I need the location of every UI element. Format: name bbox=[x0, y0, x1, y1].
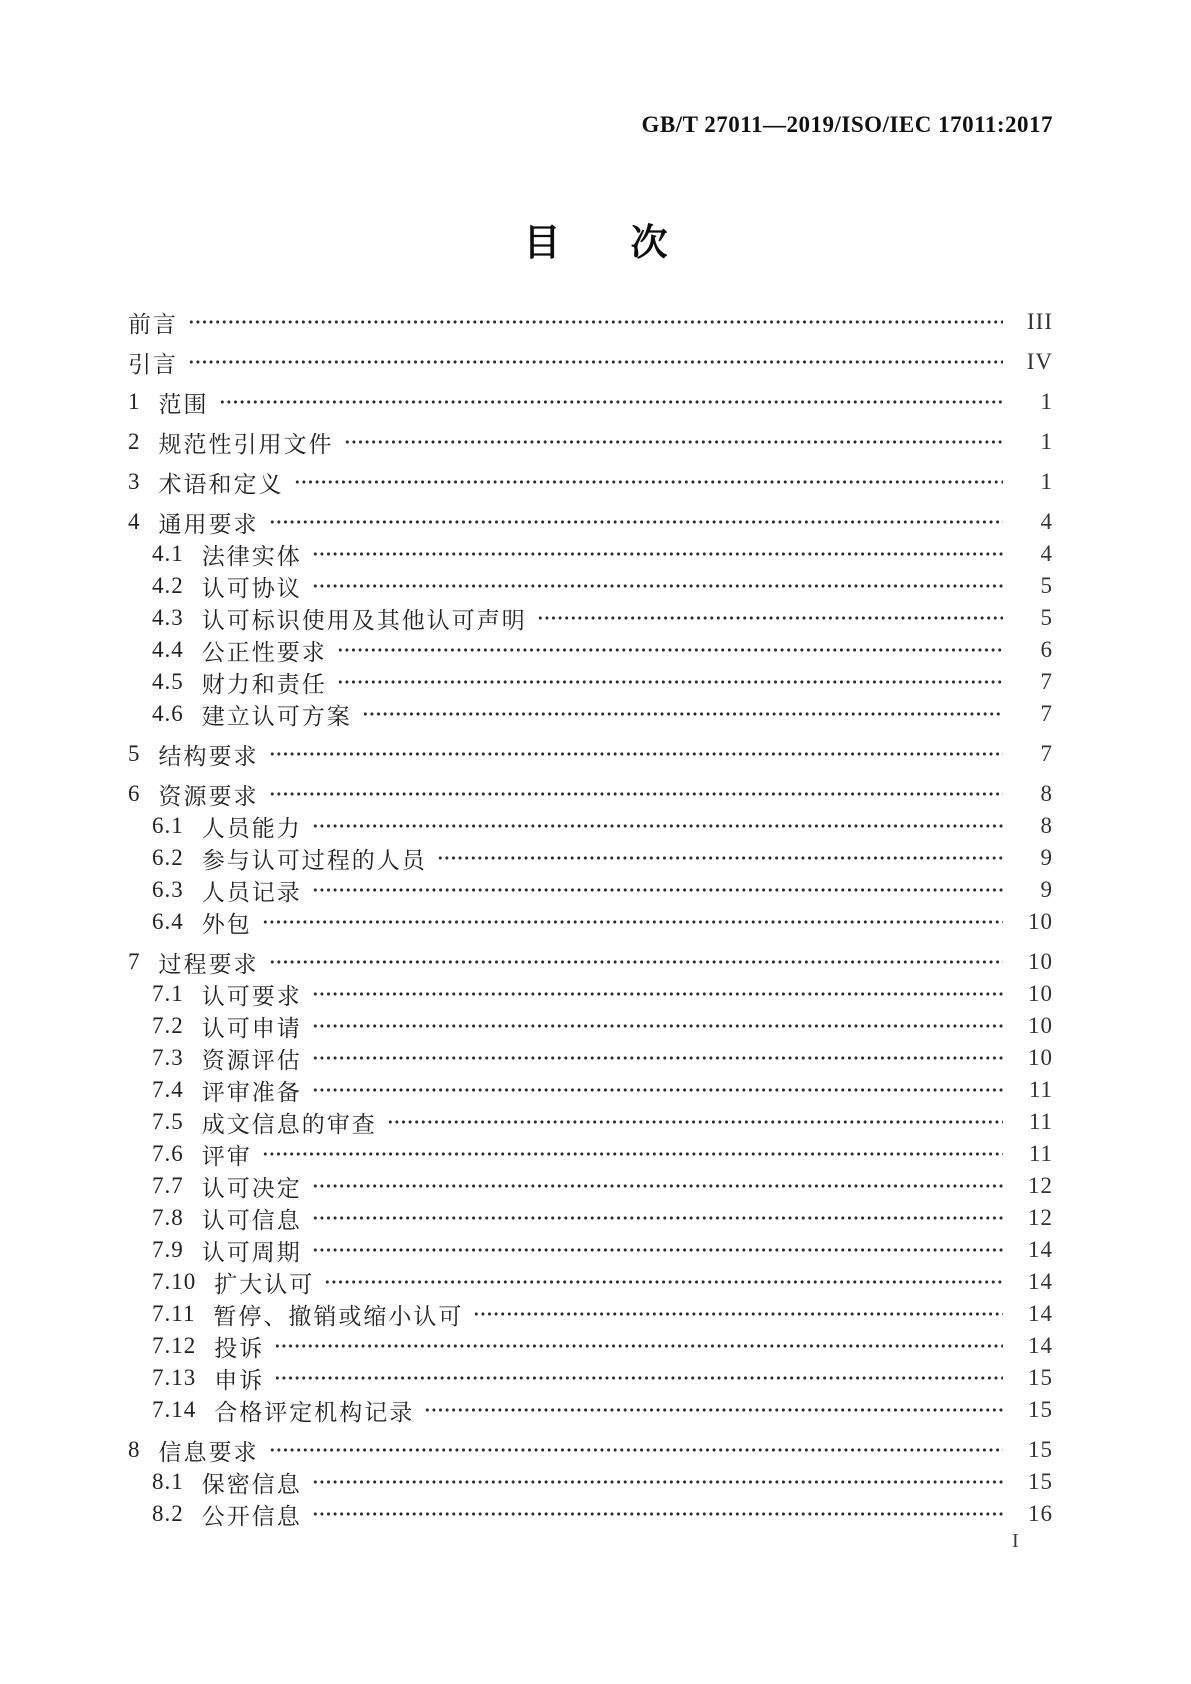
toc-entry bbox=[128, 946, 1053, 978]
toc-entry bbox=[128, 634, 1053, 666]
toc-page-number: 10 bbox=[1028, 949, 1053, 974]
standard-number: GB/T 27011—2019/ISO/IEC 17011:2017 bbox=[641, 112, 1053, 137]
toc-entry-number: 6.4 bbox=[152, 909, 184, 934]
toc-entry bbox=[128, 778, 1053, 810]
toc-dot-leader bbox=[269, 506, 1004, 538]
toc-entry-number: 6 bbox=[128, 781, 141, 806]
toc-page-number: 8 bbox=[1040, 813, 1053, 838]
toc-entry-number: 7.13 bbox=[152, 1365, 197, 1390]
toc-page-number: 4 bbox=[1040, 541, 1053, 566]
page-title bbox=[0, 221, 1191, 264]
toc-page-number: IV bbox=[1026, 349, 1053, 374]
toc-dot-leader bbox=[312, 1074, 1003, 1106]
toc-page-number: 10 bbox=[1028, 1013, 1053, 1038]
toc-dot-leader bbox=[312, 1498, 1003, 1530]
toc-page-number: 11 bbox=[1028, 1109, 1053, 1134]
toc-dot-leader bbox=[188, 306, 1003, 338]
toc-dot-leader bbox=[274, 1362, 1003, 1394]
toc-entry-title: 前言 bbox=[128, 311, 178, 337]
toc-entry-title: 认可协议 bbox=[201, 575, 302, 601]
toc-dot-leader bbox=[473, 1298, 1003, 1330]
toc-entry-title: 人员能力 bbox=[201, 815, 302, 841]
toc-entry-title: 参与认可过程的人员 bbox=[201, 847, 427, 873]
toc-entry bbox=[128, 1234, 1053, 1266]
toc-entry bbox=[128, 426, 1053, 458]
toc-dot-leader bbox=[262, 906, 1003, 938]
toc-page-number: 12 bbox=[1028, 1173, 1053, 1198]
toc-entry-title: 暂停、撤销或缩小认可 bbox=[213, 1303, 464, 1329]
toc-entry-number: 7.14 bbox=[152, 1397, 197, 1422]
toc-entry-number: 7.1 bbox=[152, 981, 184, 1006]
page-title-char-1: 目 bbox=[523, 221, 561, 264]
toc-entry bbox=[128, 506, 1053, 538]
toc-entry-title: 认可申请 bbox=[201, 1015, 302, 1041]
toc-page-number: 11 bbox=[1028, 1077, 1053, 1102]
toc-entry-number: 7.6 bbox=[152, 1141, 184, 1166]
toc-page-number: 15 bbox=[1028, 1469, 1053, 1494]
toc-page-number: 15 bbox=[1028, 1397, 1053, 1422]
toc-page-number: 16 bbox=[1028, 1501, 1053, 1526]
toc-entry-title: 范围 bbox=[158, 391, 209, 417]
toc-dot-leader bbox=[312, 1234, 1003, 1266]
toc-entry-number: 7.3 bbox=[152, 1045, 184, 1070]
toc-page-number: 14 bbox=[1028, 1269, 1053, 1294]
toc-page-number: 9 bbox=[1040, 845, 1053, 870]
toc-entry-number: 4 bbox=[128, 509, 141, 534]
toc-dot-leader bbox=[269, 778, 1004, 810]
toc-entry-number: 4.5 bbox=[152, 669, 184, 694]
toc-entry bbox=[128, 306, 1053, 338]
toc-dot-leader bbox=[324, 1266, 1003, 1298]
toc-page-number: 11 bbox=[1028, 1141, 1053, 1166]
toc-entry-number: 6.1 bbox=[152, 813, 184, 838]
toc-page-number: 5 bbox=[1040, 573, 1053, 598]
toc-entry bbox=[128, 1466, 1053, 1498]
toc-entry bbox=[128, 538, 1053, 570]
toc-entry bbox=[128, 1170, 1053, 1202]
toc-entry bbox=[128, 570, 1053, 602]
toc-entry-title: 成文信息的审查 bbox=[201, 1111, 377, 1137]
toc-entry-number: 7.7 bbox=[152, 1173, 184, 1198]
toc-page-number: 14 bbox=[1028, 1333, 1053, 1358]
toc-entry-title: 认可要求 bbox=[201, 983, 302, 1009]
toc-dot-leader bbox=[312, 978, 1003, 1010]
toc-entry-number: 7.2 bbox=[152, 1013, 184, 1038]
toc-entry-number: 8.1 bbox=[152, 1469, 184, 1494]
toc-page-number: 7 bbox=[1040, 669, 1053, 694]
toc-entry-title: 法律实体 bbox=[201, 543, 302, 569]
toc-entry bbox=[128, 1362, 1053, 1394]
toc-dot-leader bbox=[312, 1170, 1003, 1202]
toc-entry bbox=[128, 1330, 1053, 1362]
toc-entry bbox=[128, 1394, 1053, 1426]
toc-list bbox=[128, 306, 1053, 1530]
toc-dot-leader bbox=[312, 1042, 1003, 1074]
toc-dot-leader bbox=[312, 570, 1003, 602]
toc-entry-number: 8 bbox=[128, 1437, 141, 1462]
toc-entry bbox=[128, 466, 1053, 498]
toc-entry-number: 3 bbox=[128, 469, 141, 494]
toc-dot-leader bbox=[294, 466, 1004, 498]
toc-page-number: 1 bbox=[1040, 429, 1053, 454]
toc-entry-number: 6.3 bbox=[152, 877, 184, 902]
toc-entry bbox=[128, 1106, 1053, 1138]
toc-entry-title: 认可信息 bbox=[201, 1207, 302, 1233]
toc-entry-title: 信息要求 bbox=[158, 1439, 259, 1465]
toc-page-number: 1 bbox=[1040, 469, 1053, 494]
toc-dot-leader bbox=[337, 634, 1003, 666]
toc-entry-number: 7.9 bbox=[152, 1237, 184, 1262]
toc-entry bbox=[128, 906, 1053, 938]
toc-entry-title: 投诉 bbox=[214, 1335, 265, 1361]
toc-entry bbox=[128, 1434, 1053, 1466]
page-title-char-2: 次 bbox=[630, 221, 668, 264]
toc-page-number: 5 bbox=[1040, 605, 1053, 630]
toc-entry-title: 公正性要求 bbox=[201, 639, 327, 665]
toc-page-number: 4 bbox=[1040, 509, 1053, 534]
toc-entry-number: 7.11 bbox=[152, 1301, 196, 1326]
toc-entry-title: 资源评估 bbox=[201, 1047, 302, 1073]
toc-page-number: 15 bbox=[1028, 1437, 1053, 1462]
toc-entry bbox=[128, 666, 1053, 698]
toc-page-number: 7 bbox=[1040, 741, 1053, 766]
toc-entry bbox=[128, 1298, 1053, 1330]
toc-dot-leader bbox=[362, 698, 1003, 730]
toc-entry bbox=[128, 1074, 1053, 1106]
toc-page-number: 7 bbox=[1040, 701, 1053, 726]
toc-entry-number: 4.6 bbox=[152, 701, 184, 726]
toc-dot-leader bbox=[312, 1466, 1003, 1498]
toc-entry-number: 1 bbox=[128, 389, 141, 414]
toc-page-number: 10 bbox=[1028, 909, 1053, 934]
toc-page-number: 14 bbox=[1028, 1301, 1053, 1326]
toc-entry-number: 7.12 bbox=[152, 1333, 197, 1358]
toc-dot-leader bbox=[269, 738, 1004, 770]
toc-entry-number: 7.8 bbox=[152, 1205, 184, 1230]
toc-page-number: 10 bbox=[1028, 981, 1053, 1006]
toc-dot-leader bbox=[312, 1202, 1003, 1234]
toc-dot-leader bbox=[269, 1434, 1004, 1466]
toc-entry-title: 公开信息 bbox=[201, 1503, 302, 1529]
toc-entry bbox=[128, 1266, 1053, 1298]
toc-entry-title: 人员记录 bbox=[201, 879, 302, 905]
toc-entry-title: 评审准备 bbox=[201, 1079, 302, 1105]
toc-page-number: 14 bbox=[1028, 1237, 1053, 1262]
toc-entry bbox=[128, 1202, 1053, 1234]
toc-entry-number: 7.5 bbox=[152, 1109, 184, 1134]
toc-dot-leader bbox=[219, 386, 1004, 418]
toc-dot-leader bbox=[424, 1394, 1003, 1426]
toc-dot-leader bbox=[262, 1138, 1003, 1170]
toc-entry-number: 5 bbox=[128, 741, 141, 766]
toc-entry-title: 过程要求 bbox=[158, 951, 259, 977]
toc-entry-title: 通用要求 bbox=[158, 511, 259, 537]
toc-page-number: 15 bbox=[1028, 1365, 1053, 1390]
toc-entry bbox=[128, 1010, 1053, 1042]
toc-entry bbox=[128, 1498, 1053, 1530]
toc-page-number: 9 bbox=[1040, 877, 1053, 902]
toc-page-number: 10 bbox=[1028, 1045, 1053, 1070]
toc-entry-title: 认可周期 bbox=[201, 1239, 302, 1265]
toc-entry-number: 2 bbox=[128, 429, 141, 454]
toc-entry-title: 认可决定 bbox=[201, 1175, 302, 1201]
toc-page-number: 8 bbox=[1040, 781, 1053, 806]
toc-dot-leader bbox=[387, 1106, 1003, 1138]
toc-entry-number: 4.3 bbox=[152, 605, 184, 630]
footer-page-number: I bbox=[1012, 1530, 1019, 1552]
toc-entry-title: 申诉 bbox=[214, 1367, 265, 1393]
toc-entry-title: 合格评定机构记录 bbox=[214, 1399, 415, 1425]
toc-entry-number: 4.2 bbox=[152, 573, 184, 598]
toc-entry-title: 资源要求 bbox=[158, 783, 259, 809]
toc-entry-number: 4.4 bbox=[152, 637, 184, 662]
toc-entry-title: 财力和责任 bbox=[201, 671, 327, 697]
toc-page-number: 1 bbox=[1040, 389, 1053, 414]
toc-entry-title: 引言 bbox=[128, 351, 178, 377]
toc-entry-title: 规范性引用文件 bbox=[158, 431, 334, 457]
toc-entry bbox=[128, 842, 1053, 874]
toc-entry-title: 认可标识使用及其他认可声明 bbox=[201, 607, 527, 633]
toc-entry-number: 4.1 bbox=[152, 541, 184, 566]
toc-dot-leader bbox=[312, 1010, 1003, 1042]
toc-entry-number: 7.4 bbox=[152, 1077, 184, 1102]
toc-entry bbox=[128, 386, 1053, 418]
toc-dot-leader bbox=[312, 538, 1003, 570]
toc-entry-number: 7 bbox=[128, 949, 141, 974]
toc-page-number: 12 bbox=[1028, 1205, 1053, 1230]
toc-entry-number: 6.2 bbox=[152, 845, 184, 870]
toc-entry bbox=[128, 698, 1053, 730]
toc-dot-leader bbox=[269, 946, 1004, 978]
toc-entry bbox=[128, 1042, 1053, 1074]
toc-entry-title: 外包 bbox=[201, 911, 252, 937]
toc-entry-number: 7.10 bbox=[152, 1269, 197, 1294]
toc-entry-title: 结构要求 bbox=[158, 743, 259, 769]
toc-entry-title: 术语和定义 bbox=[158, 471, 284, 497]
toc-page-number: III bbox=[1027, 309, 1053, 334]
toc-dot-leader bbox=[312, 810, 1003, 842]
toc-dot-leader bbox=[274, 1330, 1003, 1362]
toc-dot-leader bbox=[437, 842, 1003, 874]
toc-entry bbox=[128, 738, 1053, 770]
toc-dot-leader bbox=[537, 602, 1003, 634]
toc-dot-leader bbox=[312, 874, 1003, 906]
toc-entry bbox=[128, 346, 1053, 378]
toc-dot-leader bbox=[188, 346, 1003, 378]
toc-entry bbox=[128, 978, 1053, 1010]
toc-entry-title: 评审 bbox=[201, 1143, 252, 1169]
toc-entry-title: 扩大认可 bbox=[214, 1271, 315, 1297]
toc-entry-title: 建立认可方案 bbox=[201, 703, 352, 729]
toc-dot-leader bbox=[344, 426, 1004, 458]
toc-dot-leader bbox=[337, 666, 1003, 698]
toc-entry bbox=[128, 1138, 1053, 1170]
toc-page-number: 6 bbox=[1040, 637, 1053, 662]
toc-entry bbox=[128, 810, 1053, 842]
toc-entry bbox=[128, 602, 1053, 634]
toc-entry-title: 保密信息 bbox=[201, 1471, 302, 1497]
toc-entry-number: 8.2 bbox=[152, 1501, 184, 1526]
toc-entry bbox=[128, 874, 1053, 906]
